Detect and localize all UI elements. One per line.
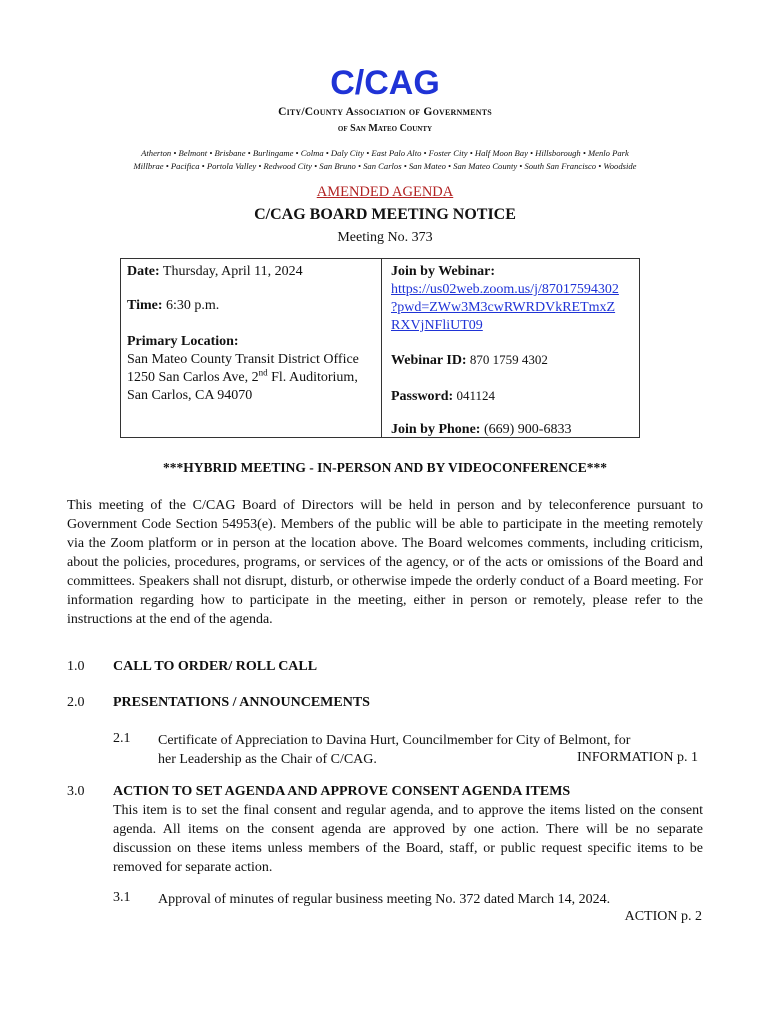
- meeting-date: [127, 263, 303, 281]
- org-subtitle: of San Mateo County: [337, 123, 433, 134]
- location-line-1: San Mateo County Transit District Office: [127, 352, 359, 367]
- password: [391, 387, 495, 406]
- item-3-1-number: 3.1: [113, 890, 131, 905]
- meeting-number: Meeting No. 373: [337, 230, 433, 245]
- section-3-description: This item is to set the final consent and regular agenda, and to approve the items listed on the consent agenda. All items on the consent agenda are approved by one action. There will be no separate discussion on these items unless members of the Board, staff, or public request specific items to be removed for separate action.: [113, 803, 703, 875]
- time-value: 6:30 p.m.: [166, 298, 220, 313]
- item-3-1-action: ACTION p. 2: [624, 909, 702, 924]
- webinar-link-line-1[interactable]: https://us02web.zoom.us/j/87017594302: [391, 282, 619, 297]
- section-3-number: 3.0: [67, 784, 85, 799]
- section-1-number: 1.0: [67, 659, 85, 674]
- member-cities-line-1: Atherton • Belmont • Brisbane • Burlingame • Colma • Daly City • East Palo Alto • Foster City • Half Moon Bay • Hillsborough • Menlo Park: [141, 148, 629, 158]
- join-by-phone: [391, 421, 571, 439]
- phone-label: Join by Phone:: [391, 422, 481, 437]
- item-2-1-action: INFORMATION p. 1: [577, 750, 698, 765]
- location-label: Primary Location:: [127, 334, 239, 349]
- org-name: City/County Association of Governments: [278, 106, 492, 118]
- webinar-label: Join by Webinar:: [391, 264, 495, 279]
- board-meeting-notice-title: C/CAG BOARD MEETING NOTICE: [254, 206, 516, 223]
- date-label: Date:: [127, 264, 160, 279]
- section-2-title: PRESENTATIONS / ANNOUNCEMENTS: [113, 695, 370, 710]
- item-2-1-line-1: Certificate of Appreciation to Davina Hurt, Councilmember for City of Belmont, for: [158, 733, 631, 748]
- hybrid-meeting-heading: ***HYBRID MEETING - IN-PERSON AND BY VIDEOCONFERENCE***: [162, 460, 608, 475]
- amended-agenda-title: AMENDED AGENDA: [316, 184, 454, 200]
- member-cities-line-2: Millbrae • Pacifica • Portola Valley • Redwood City • San Bruno • San Carlos • San Mateo • San Mateo County • South San Francisco • Woodside: [133, 161, 637, 171]
- phone-value: (669) 900-6833: [483, 422, 572, 437]
- ccag-logo: C/CAG: [330, 64, 440, 102]
- item-2-1-line-2: her Leadership as the Chair of C/CAG.: [158, 752, 377, 767]
- webinar-link-line-3[interactable]: RXVjNFliUT09: [391, 318, 483, 333]
- section-1-title: CALL TO ORDER/ ROLL CALL: [113, 659, 318, 674]
- webinar-block: [391, 263, 619, 335]
- password-label: Password:: [391, 389, 454, 404]
- item-2-1-number: 2.1: [113, 731, 131, 746]
- time-label: Time:: [127, 298, 163, 313]
- primary-location: [127, 333, 359, 405]
- intro-paragraph: This meeting of the C/CAG Board of Directors will be held in person and by teleconference pursuant to Government Code Section 54953(e). Members of the public will be able to participate in the meeting remotely via the Zoom platform or in person at the location above. The Board welcomes comments, including criticism, about the policies, procedures, programs, or services of the agency, or of the acts or omissions of the Board and committees. Speakers shall not disrupt, disturb, or otherwise impede the orderly conduct of a Board meeting. For information regarding how to participate in the meeting, either in person or remotely, please refer to the instructions at the end of the agenda.: [67, 498, 703, 627]
- webinar-link-line-2[interactable]: ?pwd=ZWw3M3cwRWRDVkRETmxZ: [391, 300, 616, 315]
- section-2-number: 2.0: [67, 695, 85, 710]
- meeting-info-table: [120, 258, 640, 438]
- section-3-title: ACTION TO SET AGENDA AND APPROVE CONSENT AGENDA ITEMS: [113, 784, 571, 799]
- webinar-id: [391, 351, 548, 370]
- location-line-2: 1250 San Carlos Ave, 2nd Fl. Auditorium,: [127, 367, 358, 385]
- item-3-1-text: Approval of minutes of regular business meeting No. 372 dated March 14, 2024.: [158, 892, 611, 907]
- location-line-3: San Carlos, CA 94070: [127, 388, 253, 403]
- table-divider: [381, 259, 382, 437]
- password-value: 041124: [456, 388, 496, 403]
- webinar-id-label: Webinar ID:: [391, 353, 467, 368]
- date-value: Thursday, April 11, 2024: [162, 264, 303, 279]
- meeting-time: [127, 297, 219, 315]
- webinar-id-value: 870 1759 4302: [469, 352, 548, 367]
